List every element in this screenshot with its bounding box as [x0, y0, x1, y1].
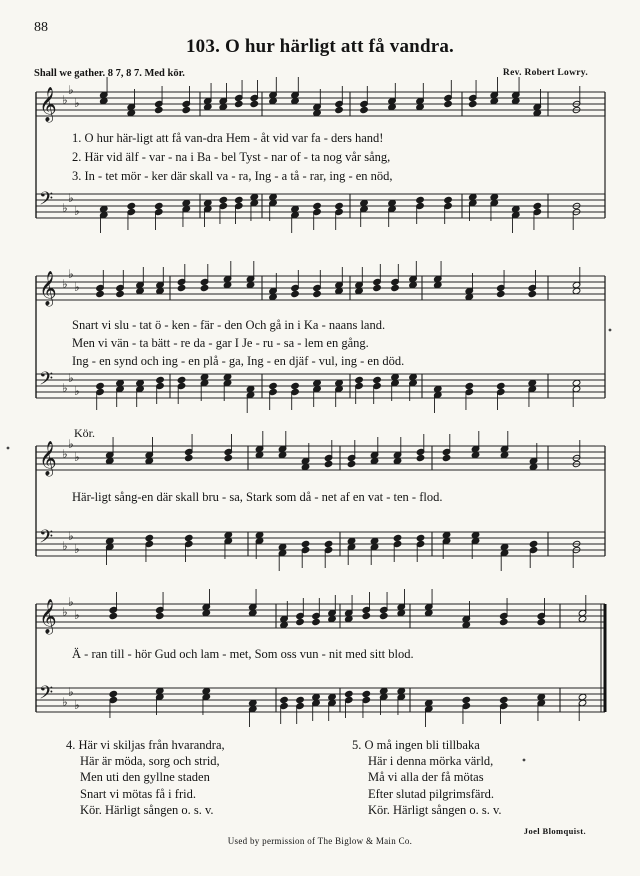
treble-clef-icon: 𝄞 [39, 441, 57, 476]
flat-icon: ♭ [74, 542, 80, 556]
note-head [96, 382, 105, 389]
note-head [529, 540, 538, 547]
hymn-title: 103. O hur härligt att få vandra. [185, 36, 455, 57]
flat-icon: ♭ [74, 204, 80, 218]
treble-clef-icon: 𝄞 [39, 87, 57, 122]
lyric-verse-2: 2. Här vid älf - var - na i Ba - bel Tyst - nar of - ta nog vår sång, [72, 150, 391, 164]
note-head [391, 284, 400, 291]
note-head [360, 106, 369, 113]
lyric-verse-2: Men vi vän - ta bätt - re da - gar I Je - ru - sa - lem en gång. [72, 336, 369, 350]
lyric-verse-1: Snart vi slu - tat ö - ken - fär - den Och gå in i Ka - naans land. [72, 318, 386, 332]
flat-icon: ♭ [62, 381, 68, 395]
lyric-verse-3: Ing - en synd och ing - en plå - ga, Ing - en djäf - vul, ing - en död. [72, 354, 405, 368]
tune-info: Shall we gather. 8 7, 8 7. Med kör. [34, 68, 185, 79]
note-head [335, 106, 344, 113]
stanza-line: Snart vi mötas få i frid. [80, 786, 196, 801]
flat-icon: ♭ [62, 93, 68, 107]
flat-icon: ♭ [62, 447, 68, 461]
flat-icon: ♭ [62, 277, 68, 291]
lyric-chorus-2: Ä - ran till - hör Gud och lam - met, Som oss vun - nit med sitt blod. [72, 647, 414, 661]
permission-note: Used by permission of The Biglow & Main Co. [227, 836, 413, 846]
ink-speck [7, 447, 10, 450]
note-head [379, 612, 388, 619]
note-head [291, 382, 300, 389]
note-head [313, 290, 322, 297]
note-head [177, 284, 186, 291]
note-head [344, 690, 353, 697]
stanza-line: Må vi alla der få mötas [368, 770, 484, 785]
flat-icon: ♭ [68, 191, 74, 205]
flat-icon: ♭ [68, 371, 74, 385]
note-head [416, 534, 425, 541]
note-head [145, 534, 154, 541]
ink-speck [609, 329, 612, 332]
flat-icon: ♭ [74, 608, 80, 622]
flat-icon: ♭ [74, 384, 80, 398]
stanza-5 [352, 737, 502, 818]
note-head [301, 540, 310, 547]
flat-icon: ♭ [68, 437, 74, 451]
note-head [116, 290, 125, 297]
bass-clef-icon: 𝄢 [39, 683, 54, 708]
ink-speck [523, 759, 526, 762]
flat-icon: ♭ [68, 529, 74, 543]
stanza-line: Men uti den gyllne staden [80, 770, 210, 785]
note-head [280, 696, 289, 703]
composer-credit: Rev. Robert Lowry. [502, 68, 588, 78]
stanza-chorus-ref: Kör. Härligt sången o. s. v. [368, 802, 502, 817]
stanza-chorus-ref: Kör. Härligt sången o. s. v. [80, 802, 214, 817]
flat-icon: ♭ [68, 83, 74, 97]
note-head [200, 284, 209, 291]
note-head [335, 202, 344, 209]
note-head [444, 100, 453, 107]
page-number: 88 [34, 20, 48, 35]
note-head [312, 618, 321, 625]
stanza-line: 4. Här vi skiljas från hvarandra, [66, 738, 225, 752]
note-head [496, 290, 505, 297]
stanza-line: Här är möda, sorg och strid, [80, 754, 220, 769]
note-head [184, 534, 193, 541]
note-head [537, 618, 546, 625]
flat-icon: ♭ [74, 96, 80, 110]
lyric-verse-3: 3. In - tet mör - ker där skall va - ra, Ing - a tå - rar, ing - en nöd, [72, 169, 393, 183]
chorus-label: Kör. [74, 426, 95, 440]
note-head [127, 202, 136, 209]
note-head [444, 196, 453, 203]
flat-icon: ♭ [74, 698, 80, 712]
flat-icon: ♭ [62, 605, 68, 619]
note-head [362, 690, 371, 697]
note-head [362, 612, 371, 619]
note-head [296, 696, 305, 703]
note-head [219, 196, 228, 203]
note-head [155, 612, 164, 619]
note-head [296, 618, 305, 625]
note-head [393, 534, 402, 541]
treble-clef-icon: 𝄞 [39, 271, 57, 306]
lyric-chorus-1: Här-ligt sång-en där skall bru - sa, Stark som då - net af en vat - ten - flod. [72, 490, 443, 504]
note-head [154, 202, 163, 209]
note-head [496, 382, 505, 389]
note-head [373, 376, 382, 383]
stanza-line: 5. O må ingen bli tillbaka [352, 738, 480, 752]
note-head [250, 100, 259, 107]
flat-icon: ♭ [68, 685, 74, 699]
note-head [355, 376, 364, 383]
flat-icon: ♭ [62, 539, 68, 553]
note-head [468, 100, 477, 107]
lyric-verse-1: 1. O hur här-ligt att få van-dra Hem - åt vid var fa - ders hand! [72, 131, 384, 145]
flat-icon: ♭ [68, 595, 74, 609]
note-head [324, 540, 333, 547]
note-head [465, 382, 474, 389]
note-head [499, 618, 508, 625]
note-head [154, 106, 163, 113]
note-head [462, 696, 471, 703]
note-head [416, 196, 425, 203]
note-head [177, 376, 186, 383]
stanza-line: Här i denna mörka värld, [368, 754, 494, 769]
note-head [416, 454, 425, 461]
note-head [291, 290, 300, 297]
note-head [499, 696, 508, 703]
note-head [182, 106, 191, 113]
note-head [313, 202, 322, 209]
bass-clef-icon: 𝄢 [39, 189, 54, 214]
stanza-4 [66, 737, 225, 818]
bass-clef-icon: 𝄢 [39, 527, 54, 552]
note-head [373, 284, 382, 291]
note-head [109, 690, 118, 697]
flat-icon: ♭ [62, 201, 68, 215]
treble-clef-icon: 𝄞 [39, 599, 57, 634]
note-head [96, 290, 105, 297]
note-head [184, 454, 193, 461]
author-credit: Joel Blomquist. [523, 826, 586, 836]
note-head [269, 382, 278, 389]
flat-icon: ♭ [62, 695, 68, 709]
flat-icon: ♭ [74, 450, 80, 464]
stanza-line: Efter slutad pilgrimsfärd. [368, 786, 495, 801]
flat-icon: ♭ [74, 280, 80, 294]
note-head [324, 460, 333, 467]
note-head [224, 454, 233, 461]
bass-clef-icon: 𝄢 [39, 369, 54, 394]
flat-icon: ♭ [68, 267, 74, 281]
note-head [442, 454, 451, 461]
note-head [156, 376, 165, 383]
note-head [347, 460, 356, 467]
note-head [528, 290, 537, 297]
note-head [109, 612, 118, 619]
note-head [533, 202, 542, 209]
note-head [234, 100, 243, 107]
note-head [234, 196, 243, 203]
